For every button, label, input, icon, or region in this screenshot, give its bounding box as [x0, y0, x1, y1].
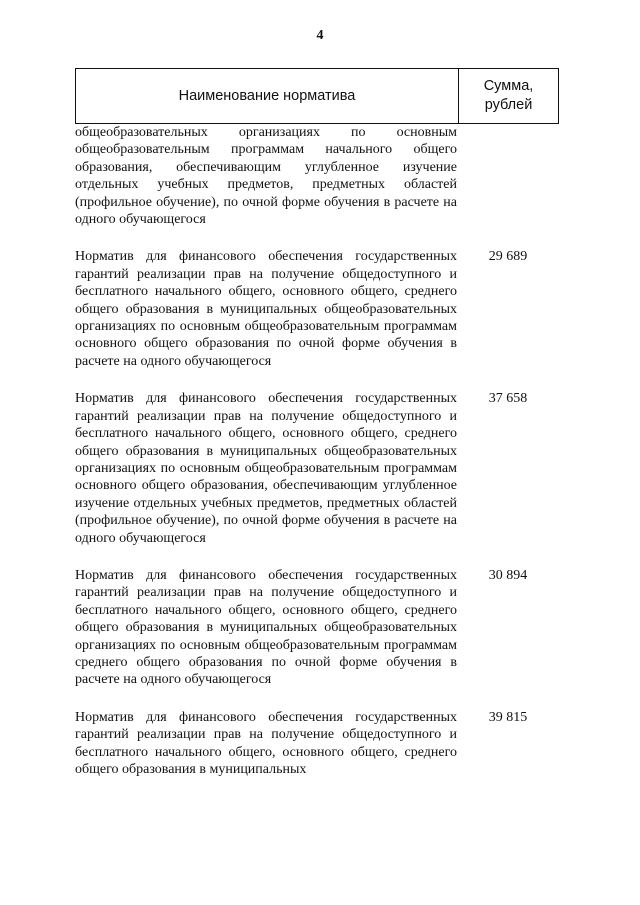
- table-row: [75, 248, 559, 370]
- table-row: [75, 124, 559, 228]
- column-header-name: Наименование норматива: [76, 69, 459, 123]
- table-row: [75, 709, 559, 779]
- row-sum: 39 815: [488, 709, 528, 725]
- row-name: Норматив для финансового обеспечения государственных гарантий реализации прав на получение общедоступного и бесплатного начального общего, основного общего, среднего общего образования в муниципальных общеобразовательных организациях по основным общеобразовательным программам основного общего образования, обеспечивающим углубленное изучение отдельных учебных предметов, предметных областей (профильное обучение), по очной форме обучения в расчете на одного обучающегося: [75, 391, 457, 546]
- column-header-sum: Сумма, рублей: [483, 78, 534, 113]
- row-name: Норматив для финансового обеспечения государственных гарантий реализации прав на получение общедоступного и бесплатного начального общего, основного общего, среднего общего образования в муниципальных: [75, 709, 457, 777]
- row-sum: 30 894: [488, 567, 528, 583]
- row-name: общеобразовательных организациях по основным общеобразовательным программам начального общего образования, обеспечивающим углубленное изучение отдельных учебных предметов, предметных областей (профильное обучение), по очной форме обучения в расчете на одного обучающегося: [75, 125, 457, 228]
- table-body: [75, 124, 559, 778]
- row-sum: 29 689: [488, 249, 528, 265]
- table-header: [75, 68, 559, 124]
- row-name: Норматив для финансового обеспечения государственных гарантий реализации прав на получение общедоступного и бесплатного начального общего, основного общего, среднего общего образования в муниципальных общеобразовательных организациях по основным общеобразовательным программам основного общего образования по очной форме обучения в расчете на одного обучающегося: [75, 249, 457, 369]
- row-sum: 37 658: [488, 391, 528, 407]
- page-number: 4: [316, 28, 324, 43]
- table-row: [75, 390, 559, 547]
- row-name: Норматив для финансового обеспечения государственных гарантий реализации прав на получение общедоступного и бесплатного начального общего, основного общего, среднего общего образования в муниципальных общеобразовательных организациях по основным общеобразовательным программам среднего общего образования по очной форме обучения в расчете на одного обучающегося: [75, 567, 457, 688]
- table-row: [75, 567, 559, 689]
